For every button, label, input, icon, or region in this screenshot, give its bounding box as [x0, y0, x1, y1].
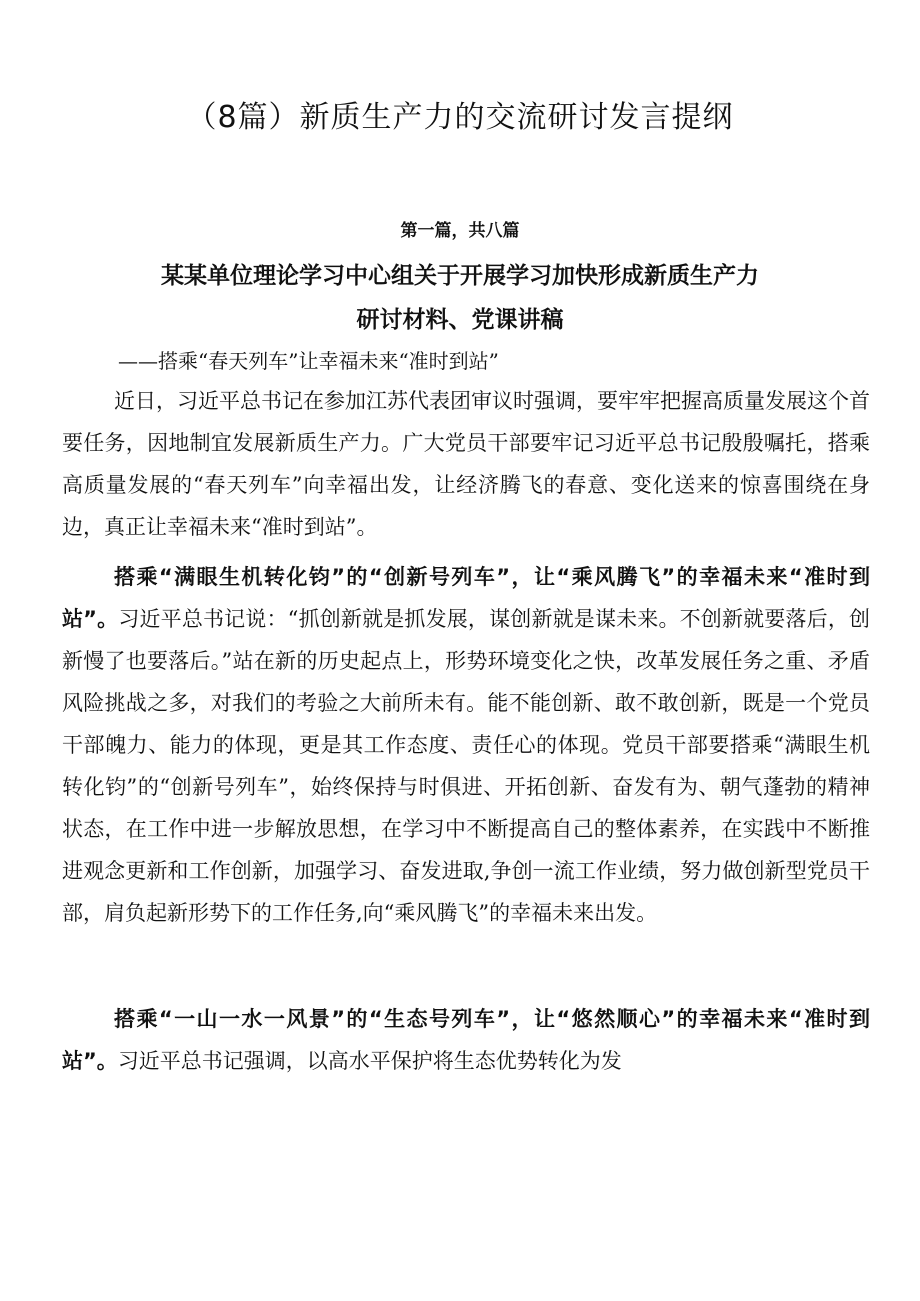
section-heading-innovation: 搭乘“满眼生机转化钧”的“创新号列车”，让“乘风腾飞”的幸福未来“准时到站”。	[62, 565, 870, 631]
paragraph-intro	[62, 380, 870, 548]
part-label: 第一篇，共八篇	[400, 221, 520, 241]
paragraph-text: 近日，习近平总书记在参加江苏代表团审议时强调，要牢牢把握高质量发展这个首要任务，因地制宜发展新质生产力。广大党员干部要牢记习近平总书记殷殷嘱托，搭乘高质量发展的“春天列车”向幸福出发，让经济腾飞的春意、变化送来的惊喜围绕在身边，真正让幸福未来“准时到站”。	[62, 389, 870, 539]
paragraph-text: 习近平总书记说：“抓创新就是抓发展，谋创新就是谋未来。不创新就要落后，创新慢了也要落后。”站在新的历史起点上，形势环境变化之快，改革发展任务之重、矛盾风险挑战之多，对我们的考验之大前所未有。能不能创新、敢不敢创新，既是一个党员干部魄力、能力的体现，更是其工作态度、责任心的体现。党员干部要搭乘“满眼生机转化钧”的“创新号列车”，始终保持与时俱进、开拓创新、奋发有为、朝气蓬勃的精神状态，在工作中进一步解放思想，在学习中不断提高自己的整体素养，在实践中不断推进观念更新和工作创新，加强学习、奋发进取,争创一流工作业绩，努力做创新型党员干部，肩负起新形势下的工作任务,向“乘风腾飞”的幸福未来出发。	[62, 607, 870, 925]
subtitle-line-1: 某某单位理论学习中心组关于开展学习加快形成新质生产力	[161, 263, 759, 289]
paragraph-ecology	[62, 998, 870, 1082]
document-title: （8篇）新质生产力的交流研讨发言提纲	[186, 100, 734, 135]
paragraph-innovation	[62, 556, 870, 934]
subtitle-line-2: 研讨材料、党课讲稿	[356, 307, 564, 333]
tagline: ——搭乘“春天列车”让幸福未来“准时到站”	[118, 349, 499, 373]
paragraph-text: 习近平总书记强调，以高水平保护将生态优势转化为发	[117, 1049, 622, 1073]
section-heading-ecology: 搭乘“一山一水一风景”的“生态号列车”，让“悠然顺心”的幸福未来“准时到站”。	[62, 1007, 870, 1073]
